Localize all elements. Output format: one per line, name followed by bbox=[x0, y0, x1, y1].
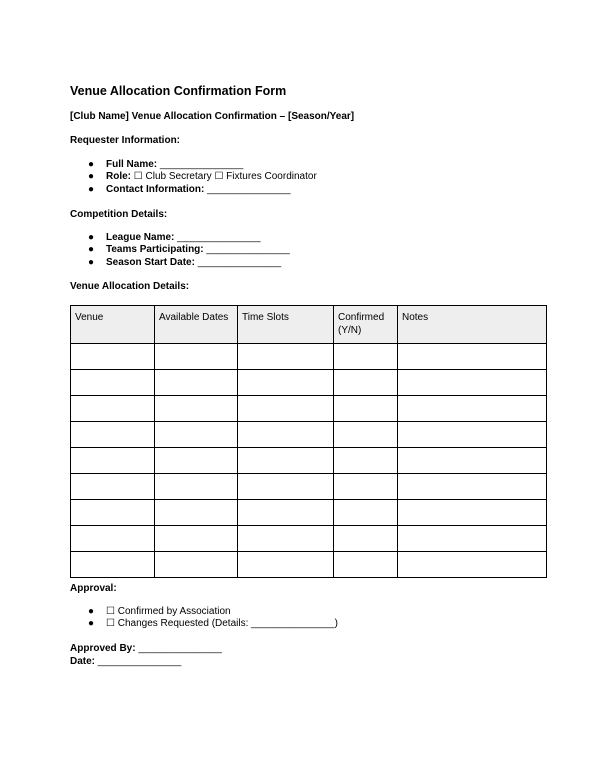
table-cell[interactable] bbox=[334, 422, 398, 448]
bullet-icon: ● bbox=[88, 618, 95, 630]
bullet-icon: ● bbox=[88, 232, 95, 243]
contact-label: Contact Information: bbox=[106, 183, 205, 195]
column-header: Time Slots bbox=[238, 306, 334, 344]
table-cell[interactable] bbox=[334, 344, 398, 370]
bullet-icon: ● bbox=[88, 244, 95, 256]
table-header-row bbox=[71, 306, 547, 344]
table-cell[interactable] bbox=[155, 552, 238, 578]
table-cell[interactable] bbox=[238, 474, 334, 500]
table-row bbox=[71, 344, 547, 370]
table-cell[interactable] bbox=[398, 370, 547, 396]
venue-allocation-table bbox=[70, 305, 547, 578]
table-row bbox=[71, 370, 547, 396]
table-body bbox=[71, 344, 547, 578]
table-cell[interactable] bbox=[71, 500, 155, 526]
table-cell[interactable] bbox=[334, 474, 398, 500]
league-item bbox=[70, 232, 290, 244]
full-name-label: Full Name: bbox=[106, 159, 158, 170]
table-cell[interactable] bbox=[334, 370, 398, 396]
table-cell[interactable] bbox=[398, 344, 547, 370]
approval-option-confirmed bbox=[70, 606, 338, 618]
table-row bbox=[71, 500, 547, 526]
table-cell[interactable] bbox=[71, 552, 155, 578]
table-cell[interactable] bbox=[398, 422, 547, 448]
table-row bbox=[71, 526, 547, 552]
table-cell[interactable] bbox=[334, 552, 398, 578]
form-subtitle: [Club Name] Venue Allocation Confirmation – [Season/Year] bbox=[70, 111, 355, 122]
table-row bbox=[71, 422, 547, 448]
confirmed-checkbox-label[interactable]: ☐ Confirmed by Association bbox=[106, 606, 231, 617]
table-cell[interactable] bbox=[398, 474, 547, 500]
date-line bbox=[70, 656, 181, 667]
venue-heading: Venue Allocation Details: bbox=[70, 281, 190, 292]
season-label: Season Start Date: bbox=[106, 256, 195, 268]
table-cell[interactable] bbox=[334, 500, 398, 526]
competition-heading: Competition Details: bbox=[70, 209, 168, 220]
table-cell[interactable] bbox=[238, 344, 334, 370]
teams-label: Teams Participating: bbox=[106, 244, 204, 256]
teams-field[interactable]: _______________ bbox=[206, 244, 290, 256]
table-cell[interactable] bbox=[155, 370, 238, 396]
table-cell[interactable] bbox=[71, 344, 155, 370]
table-cell[interactable] bbox=[238, 552, 334, 578]
approved-by-field[interactable]: _______________ bbox=[138, 643, 222, 654]
date-label: Date: bbox=[70, 656, 96, 667]
table-cell[interactable] bbox=[398, 396, 547, 422]
table-cell[interactable] bbox=[71, 474, 155, 500]
form-title: Venue Allocation Confirmation Form bbox=[70, 84, 287, 98]
table-cell[interactable] bbox=[71, 526, 155, 552]
table-cell[interactable] bbox=[71, 448, 155, 474]
table-row bbox=[71, 448, 547, 474]
table-cell[interactable] bbox=[398, 500, 547, 526]
approved-by-line bbox=[70, 643, 222, 654]
table-cell[interactable] bbox=[238, 448, 334, 474]
table-cell[interactable] bbox=[334, 526, 398, 552]
requester-list bbox=[70, 159, 317, 196]
column-header: Available Dates bbox=[155, 306, 238, 344]
full-name-field[interactable]: _______________ bbox=[159, 159, 244, 170]
column-header: Venue bbox=[71, 306, 155, 344]
approval-heading: Approval: bbox=[70, 583, 117, 594]
bullet-icon: ● bbox=[88, 171, 95, 183]
approval-option-changes bbox=[70, 618, 338, 630]
table-cell[interactable] bbox=[71, 370, 155, 396]
league-field[interactable]: _______________ bbox=[177, 232, 261, 243]
table-row bbox=[71, 552, 547, 578]
table-cell[interactable] bbox=[71, 396, 155, 422]
table-cell[interactable] bbox=[155, 396, 238, 422]
table-cell[interactable] bbox=[155, 474, 238, 500]
table-row bbox=[71, 396, 547, 422]
table-cell[interactable] bbox=[238, 422, 334, 448]
table-cell[interactable] bbox=[334, 448, 398, 474]
season-item bbox=[70, 257, 290, 269]
table-cell[interactable] bbox=[238, 396, 334, 422]
table-cell[interactable] bbox=[238, 526, 334, 552]
competition-list bbox=[70, 232, 290, 269]
table-cell[interactable] bbox=[155, 448, 238, 474]
season-field[interactable]: _______________ bbox=[197, 256, 282, 268]
table-cell[interactable] bbox=[398, 526, 547, 552]
bullet-icon: ● bbox=[88, 183, 95, 195]
league-label: League Name: bbox=[106, 232, 175, 243]
table-cell[interactable] bbox=[71, 422, 155, 448]
table-cell[interactable] bbox=[155, 344, 238, 370]
approval-list bbox=[70, 606, 338, 631]
bullet-icon: ● bbox=[88, 256, 95, 268]
table-cell[interactable] bbox=[398, 448, 547, 474]
table-cell[interactable] bbox=[334, 396, 398, 422]
date-field[interactable]: _______________ bbox=[97, 656, 182, 667]
table-cell[interactable] bbox=[155, 500, 238, 526]
contact-item bbox=[70, 184, 317, 196]
role-options[interactable]: ☐ Club Secretary ☐ Fixtures Coordinator bbox=[133, 171, 317, 183]
table-cell[interactable] bbox=[398, 552, 547, 578]
table-cell[interactable] bbox=[238, 370, 334, 396]
approved-by-label: Approved By: bbox=[70, 643, 136, 654]
role-label: Role: bbox=[106, 171, 131, 183]
changes-checkbox-label[interactable]: ☐ Changes Requested (Details: _______________) bbox=[106, 618, 338, 630]
table-row bbox=[71, 474, 547, 500]
teams-item bbox=[70, 244, 290, 256]
full-name-item bbox=[70, 159, 317, 171]
column-header: Notes bbox=[398, 306, 547, 344]
table-cell[interactable] bbox=[155, 526, 238, 552]
column-header: Confirmed (Y/N) bbox=[334, 306, 398, 344]
table-cell[interactable] bbox=[238, 500, 334, 526]
bullet-icon: ● bbox=[88, 159, 95, 170]
bullet-icon: ● bbox=[88, 606, 95, 617]
requester-heading: Requester Information: bbox=[70, 135, 181, 146]
contact-field[interactable]: _______________ bbox=[207, 183, 291, 195]
table-cell[interactable] bbox=[155, 422, 238, 448]
role-item bbox=[70, 171, 317, 183]
